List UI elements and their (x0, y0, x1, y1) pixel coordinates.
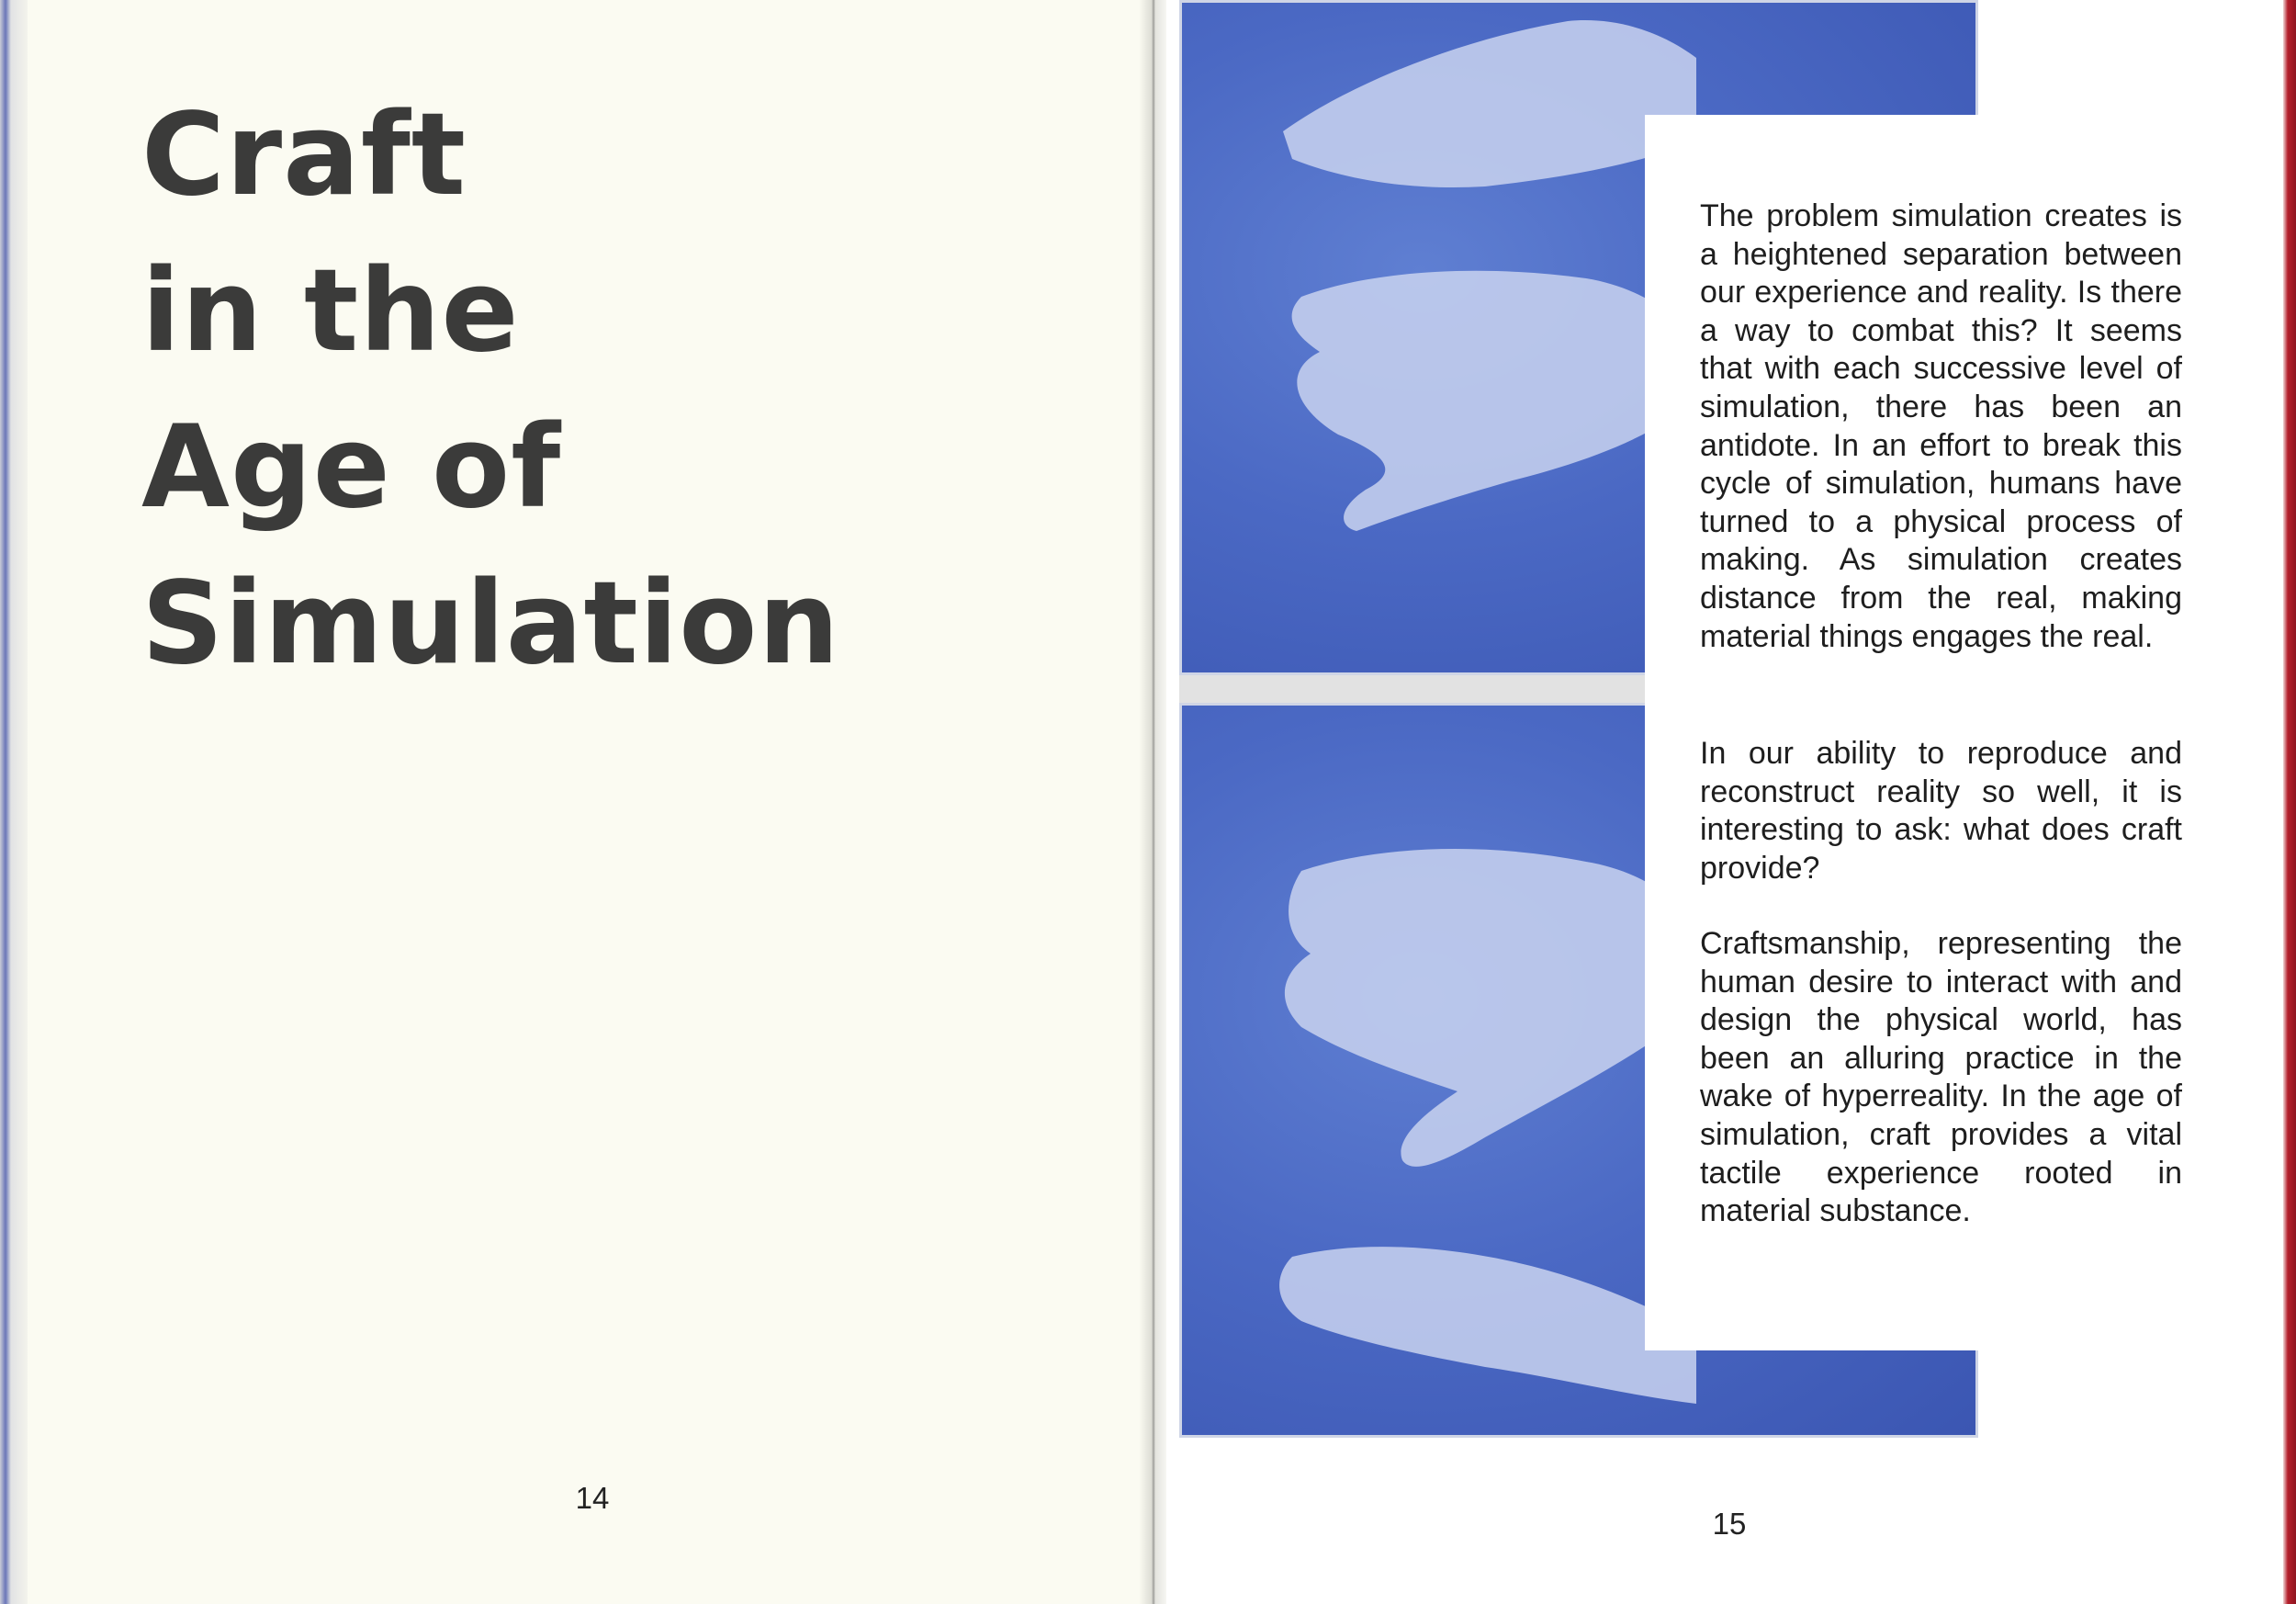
paragraph: Craftsmanship, representing the human desire to interact with and design the physical world, has been an alluring practice in the wake of hyperreality. In the age of simulation, craft provides a vital tactile experience rooted in material substance. (1700, 926, 2182, 1229)
title-line: in the (141, 245, 520, 378)
book-gutter (1139, 0, 1168, 1604)
left-page-edge (0, 0, 28, 1604)
page-title (141, 77, 968, 702)
title-line: Age of (141, 401, 562, 534)
title-line: Simulation (141, 558, 840, 690)
right-page-edge (2283, 0, 2296, 1604)
page-number-left: 14 (575, 1481, 610, 1515)
title-line: Craft (141, 89, 467, 221)
page-number-right: 15 (1712, 1507, 1747, 1541)
paragraph: In our ability to reproduce and reconstruct reality so well, it is interesting to ask: what does craft provide? (1700, 736, 2182, 886)
text-panel (1645, 115, 2283, 1350)
paragraph: The problem simulation creates is a heightened separation between our experience and reality. Is there a way to combat this? It seems that with each successive level of simulation, there has been an antidote. In an effort to break this cycle of simulation, humans have turned to a physical process of making. As simulation creates distance from the real, making material things engages the real. (1700, 198, 2182, 654)
